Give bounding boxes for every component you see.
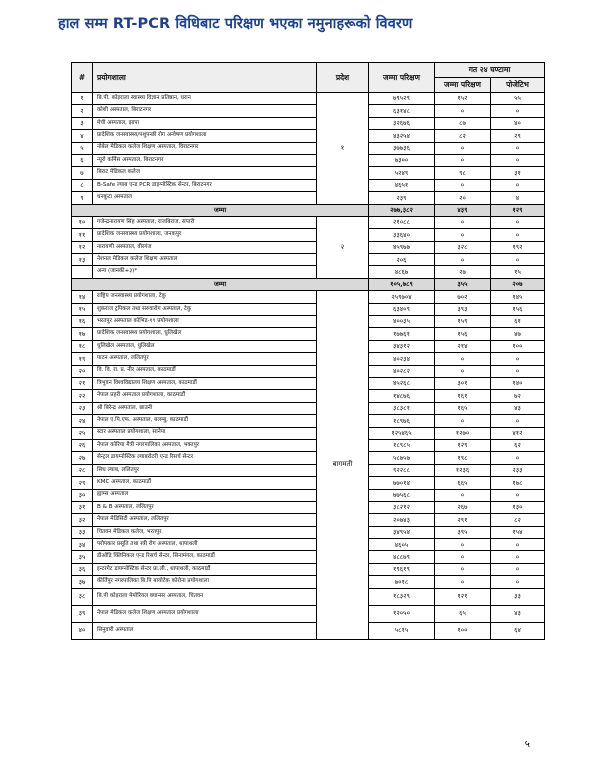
row-lab: नेपाल प्रहरी अस्पताल प्रयोगशाला, काठमाडौं xyxy=(93,390,317,402)
row-last24-positive: ० xyxy=(491,551,545,563)
province-cell: २ xyxy=(317,216,369,278)
row-lab: धनकुटा अस्पताल xyxy=(93,192,317,204)
row-total: ५८१५ xyxy=(369,622,435,639)
table-row xyxy=(72,588,545,605)
row-total: ४६५१ xyxy=(369,179,435,191)
row-total: ४०२३४ xyxy=(369,353,435,365)
row-lab: सिनुवारी अस्पताल xyxy=(93,622,317,639)
row-last24-total: १२१ xyxy=(435,588,491,605)
table-row xyxy=(72,622,545,639)
row-sn xyxy=(72,266,93,278)
table-row xyxy=(72,353,545,365)
row-total: ५८७५७ xyxy=(369,452,435,464)
row-last24-positive: १४५ xyxy=(491,291,545,303)
row-sn: ५ xyxy=(72,142,93,154)
row-total: ७७०१४ xyxy=(369,477,435,489)
row-lab: नेशनल मेडिकल कलेज शिक्षण अस्पताल xyxy=(93,254,317,266)
table-row xyxy=(72,439,545,451)
row-sn: २ xyxy=(72,105,93,117)
subtotal-last24-positive: १२९ xyxy=(491,204,545,216)
row-sn: ३६ xyxy=(72,563,93,575)
row-sn: ८ xyxy=(72,179,93,191)
row-lab: परोपकार प्रसूति तथा स्त्री रोग अस्पताल, थापाथली xyxy=(93,539,317,551)
row-total: १२०५० xyxy=(369,605,435,622)
row-last24-total: ० xyxy=(435,105,491,117)
row-lab: बि.पी. कोइराला स्वास्थ्य विज्ञान प्रतिष्ठान, धरान xyxy=(93,93,317,105)
row-last24-positive: २९ xyxy=(491,130,545,142)
table-row xyxy=(72,316,545,328)
row-last24-positive: ० xyxy=(491,365,545,377)
row-last24-total: ६६५ xyxy=(435,477,491,489)
table-row xyxy=(72,266,545,278)
row-sn: २६ xyxy=(72,439,93,451)
table-row xyxy=(72,526,545,538)
table-row xyxy=(72,464,545,476)
row-sn: ४ xyxy=(72,130,93,142)
subtotal-last24-positive: २०७ xyxy=(491,278,545,290)
subtotal-last24-total: ३५५ xyxy=(435,278,491,290)
row-last24-positive: ० xyxy=(491,179,545,191)
row-last24-positive: १५ xyxy=(491,266,545,278)
subtotal-total: १०५,७८९ xyxy=(369,278,435,290)
row-last24-total: ८७ xyxy=(435,117,491,129)
row-lab: इन्टरगेट डायग्नोस्टिक सेन्टर प्रा.ली., थापाथली, काठमाडौं xyxy=(93,563,317,575)
row-lab: प्रादेशिक जनस्वास्थ्य प्रयोगशाला, धुलिखेल xyxy=(93,328,317,340)
row-total: २०६ xyxy=(369,254,435,266)
table-row xyxy=(72,179,545,191)
row-last24-positive: ० xyxy=(491,415,545,427)
row-lab: KMC अस्पताल, काठमाडौं xyxy=(93,477,317,489)
header-last24: गत २४ घण्टामा xyxy=(435,63,545,78)
row-sn: २९ xyxy=(72,477,93,489)
table-row xyxy=(72,192,545,204)
row-last24-positive: ० xyxy=(491,154,545,166)
row-sn: ७ xyxy=(72,167,93,179)
row-last24-positive: ६१ xyxy=(491,316,545,328)
row-last24-total: ९८ xyxy=(435,167,491,179)
row-total: १२५४६५ xyxy=(369,427,435,439)
row-total: ४८८७९ xyxy=(369,551,435,563)
table-row xyxy=(72,241,545,253)
row-last24-total: २७ xyxy=(435,266,491,278)
row-last24-total: १२३६ xyxy=(435,464,491,476)
row-total: ३४३१२ xyxy=(369,340,435,352)
row-total: ३८३८१ xyxy=(369,402,435,414)
row-total: १८३२९ xyxy=(369,588,435,605)
row-last24-total: २० xyxy=(435,192,491,204)
table-row xyxy=(72,154,545,166)
table-header xyxy=(72,63,545,93)
row-sn: १७ xyxy=(72,328,93,340)
row-sn: १८ xyxy=(72,340,93,352)
table-row xyxy=(72,452,545,464)
row-last24-positive: ० xyxy=(491,563,545,575)
row-last24-positive: १७८ xyxy=(491,477,545,489)
lab-tests-table xyxy=(71,62,545,640)
row-total: ४८६७ xyxy=(369,266,435,278)
row-last24-positive: १४० xyxy=(491,377,545,389)
row-total: २५९७०४ xyxy=(369,291,435,303)
table-row xyxy=(72,377,545,389)
row-last24-total: १५२ xyxy=(435,93,491,105)
row-last24-total: ३२८ xyxy=(435,241,491,253)
page-number: ५ xyxy=(524,739,530,750)
row-last24-total: ० xyxy=(435,353,491,365)
row-lab: बि.पी कोइराला मेमोरियल क्यान्सर अस्पताल, चितवन xyxy=(93,588,317,605)
table-row xyxy=(72,427,545,439)
table-row xyxy=(72,328,545,340)
table-row xyxy=(72,303,545,315)
row-lab: नेपाल ए.पि.एफ. अस्पताल, बलम्बु, काठमाडौं xyxy=(93,415,317,427)
row-last24-positive: ४३ xyxy=(491,605,545,622)
row-last24-total: २९१ xyxy=(435,514,491,526)
row-last24-total: १६१ xyxy=(435,390,491,402)
row-total: ६३४०९ xyxy=(369,303,435,315)
row-sn: १६ xyxy=(72,316,93,328)
row-lab: B-Safe ल्याब एन्ड PCR डाइग्नोस्टिक सेन्टर, बिराटनगर xyxy=(93,179,317,191)
table-row xyxy=(72,130,545,142)
table-row xyxy=(72,501,545,513)
row-last24-positive: ४७ xyxy=(491,328,545,340)
subtotal-label: जम्मा xyxy=(72,204,369,216)
table-row xyxy=(72,551,545,563)
row-last24-total: १२९ xyxy=(435,439,491,451)
row-lab: न्यूरो कर्मिस अस्पताल, बिराटनगर xyxy=(93,154,317,166)
table-row xyxy=(72,514,545,526)
row-lab: नारायणी अस्पताल, वीरगंज xyxy=(93,241,317,253)
row-last24-positive: १९२ xyxy=(491,241,545,253)
row-sn: २८ xyxy=(72,464,93,476)
row-sn: २७ xyxy=(72,452,93,464)
row-total: ३७७३६ xyxy=(369,142,435,154)
table-row xyxy=(72,390,545,402)
row-last24-total: २६७ xyxy=(435,501,491,513)
row-sn: ३१ xyxy=(72,501,93,513)
row-total: ४५९७७ xyxy=(369,241,435,253)
row-sn: १० xyxy=(72,216,93,228)
table-row xyxy=(72,216,545,228)
row-lab: पाटन अस्पताल, ललितपुर xyxy=(93,353,317,365)
row-last24-positive: ० xyxy=(491,576,545,588)
row-sn: ३ xyxy=(72,117,93,129)
row-last24-total: ० xyxy=(435,551,491,563)
subtotal-last24-total: ४३९ xyxy=(435,204,491,216)
row-lab: ह्याम्स अस्पताल xyxy=(93,489,317,501)
row-last24-total: १५९ xyxy=(435,316,491,328)
row-total: ४०२८२ xyxy=(369,365,435,377)
row-lab: सेन्ट्रल डायग्नोस्टिक ल्याबरोटरी एन्ड रिसर्च सेन्टर xyxy=(93,452,317,464)
row-lab: प्रादेशिक जनस्वास्थ्य/पशुपन्छी रोग अन्वेषण प्रयोगशाला xyxy=(93,130,317,142)
row-total: ४६०५ xyxy=(369,539,435,551)
row-lab: अन्य (जानकी+३)* xyxy=(93,266,317,278)
row-lab: गजेन्द्रनारायण सिंह अस्पताल, राजबिराज, सप्तरी xyxy=(93,216,317,228)
table-row xyxy=(72,605,545,622)
row-last24-positive: ४० xyxy=(491,117,545,129)
row-total: १८९७६ xyxy=(369,415,435,427)
row-lab: चितवन मेडिकल कलेज, भरतपुर xyxy=(93,526,317,538)
subtotal-row xyxy=(72,204,545,216)
row-last24-positive: ५५ xyxy=(491,93,545,105)
row-last24-total: १६५ xyxy=(435,402,491,414)
row-total: २१०८८ xyxy=(369,216,435,228)
table-row xyxy=(72,93,545,105)
row-total: ७९५२९ xyxy=(369,93,435,105)
row-sn: २४ xyxy=(72,415,93,427)
row-lab: वि. वि. रा. प्र. नीर अस्पताल, काठमाडौं xyxy=(93,365,317,377)
row-last24-positive: ० xyxy=(491,452,545,464)
table-row xyxy=(72,489,545,501)
row-sn: १४ xyxy=(72,291,93,303)
row-sn: २१ xyxy=(72,377,93,389)
row-lab: B & B अस्पताल, ललितपुर xyxy=(93,501,317,513)
row-total: १४८७६ xyxy=(369,390,435,402)
row-total: २०७४३ xyxy=(369,514,435,526)
province-cell: १ xyxy=(317,93,369,205)
header-total: जम्मा परिक्षण xyxy=(369,63,435,93)
row-total: ४५२६८ xyxy=(369,377,435,389)
subtotal-total: २७७,३८२ xyxy=(369,204,435,216)
row-total: १९६१९ xyxy=(369,563,435,575)
row-last24-total: ३०१ xyxy=(435,377,491,389)
row-last24-total: ० xyxy=(435,229,491,241)
table-row xyxy=(72,402,545,414)
row-last24-positive: ० xyxy=(491,216,545,228)
row-lab: राष्ट्रिय जनस्वास्थ्य प्रयोगशाला, टेकु xyxy=(93,291,317,303)
row-last24-total: ० xyxy=(435,154,491,166)
row-last24-positive: १५४ xyxy=(491,526,545,538)
row-last24-positive: ० xyxy=(491,489,545,501)
row-sn: ३५ xyxy=(72,551,93,563)
row-last24-total: १२७० xyxy=(435,427,491,439)
row-total: ९२२८८ xyxy=(369,464,435,476)
row-last24-total: ० xyxy=(435,216,491,228)
header-last24-positive: पोजेटिभ xyxy=(491,78,545,93)
row-total: ७०१८ xyxy=(369,576,435,588)
row-lab: कोशी अस्पताल, बिराटनगर xyxy=(93,105,317,117)
table-row xyxy=(72,365,545,377)
row-last24-positive: ३३ xyxy=(491,588,545,605)
row-last24-total: १०० xyxy=(435,622,491,639)
row-last24-positive: ६४ xyxy=(491,622,545,639)
row-last24-positive: १३० xyxy=(491,501,545,513)
table-body xyxy=(72,93,545,640)
subtotal-label: जम्मा xyxy=(72,278,369,290)
row-last24-total: ० xyxy=(435,142,491,154)
row-total: १७७६१ xyxy=(369,328,435,340)
table-row xyxy=(72,563,545,575)
row-lab: शुकराज ट्रपिकल तथा सरुवारोग अस्पताल, टेकु xyxy=(93,303,317,315)
row-lab: स्टार अस्पताल प्रयोगशाला, सानेपा xyxy=(93,427,317,439)
row-lab: डीओडि क्लिनिकल एन्ड रिसर्च सेन्टर, सिनामंगल, काठमाडौं xyxy=(93,551,317,563)
row-total: ४३२५४ xyxy=(369,130,435,142)
table-row xyxy=(72,340,545,352)
row-last24-total: ० xyxy=(435,576,491,588)
table-row xyxy=(72,291,545,303)
row-last24-total: ० xyxy=(435,254,491,266)
row-last24-total: ० xyxy=(435,563,491,575)
row-sn: ३३ xyxy=(72,526,93,538)
province-cell: बागमती xyxy=(317,291,369,639)
row-last24-total: ३९५ xyxy=(435,526,491,538)
row-sn: ११ xyxy=(72,229,93,241)
row-sn: ३० xyxy=(72,489,93,501)
row-lab: प्रादेशिक जनस्वास्थ्य प्रयोगशाला, जनकपुर xyxy=(93,229,317,241)
row-sn: २२ xyxy=(72,390,93,402)
row-sn: १३ xyxy=(72,254,93,266)
row-lab: त्रिभुवन विश्वविद्यालय शिक्षण अस्पताल, काठमाडौं xyxy=(93,377,317,389)
page-title: हाल सम्म RT-PCR विधिबाट परिक्षण भएका नमुनाहरूको विवरण xyxy=(58,16,413,32)
row-last24-positive: ७२ xyxy=(491,390,545,402)
row-total: ३२६७६ xyxy=(369,117,435,129)
subtotal-row xyxy=(72,278,545,290)
row-last24-total: ० xyxy=(435,415,491,427)
row-last24-positive: १५६ xyxy=(491,303,545,315)
row-last24-total: १५६ xyxy=(435,328,491,340)
row-last24-positive: १०० xyxy=(491,340,545,352)
row-last24-total: २१४ xyxy=(435,340,491,352)
table-row xyxy=(72,117,545,129)
row-sn: ९ xyxy=(72,192,93,204)
row-total: ७३०० xyxy=(369,154,435,166)
row-last24-total: ० xyxy=(435,365,491,377)
row-total: ४००३५ xyxy=(369,316,435,328)
row-last24-positive: ८२ xyxy=(491,514,545,526)
row-last24-positive: ४ xyxy=(491,192,545,204)
row-sn: ३४ xyxy=(72,539,93,551)
row-last24-total: ६५ xyxy=(435,605,491,622)
row-sn: २० xyxy=(72,365,93,377)
table-row xyxy=(72,539,545,551)
row-lab: सिध ल्याब, ललितपुर xyxy=(93,464,317,476)
row-lab: कीर्तिपुर नगरपालिका बि.पि बायोटेक कोरोना प्रयोगशाला xyxy=(93,576,317,588)
row-last24-total: ८२ xyxy=(435,130,491,142)
row-lab: श्री बिरेन्द्र अस्पताल, छाउनी xyxy=(93,402,317,414)
header-sn: # xyxy=(72,63,93,93)
table-row xyxy=(72,254,545,266)
table-row xyxy=(72,105,545,117)
row-last24-positive: ० xyxy=(491,229,545,241)
table-row xyxy=(72,142,545,154)
row-last24-positive: ० xyxy=(491,539,545,551)
row-total: ३८२१२ xyxy=(369,501,435,513)
row-last24-positive: ० xyxy=(491,142,545,154)
row-lab: नेपाल मेडिकल कलेज शिक्षण अस्पताल प्रयोगशाला xyxy=(93,605,317,622)
row-total: ५२४९ xyxy=(369,167,435,179)
table-row xyxy=(72,167,545,179)
row-last24-total: ० xyxy=(435,539,491,551)
row-sn: १ xyxy=(72,93,93,105)
row-last24-positive: ० xyxy=(491,105,545,117)
table-row xyxy=(72,415,545,427)
table-row xyxy=(72,477,545,489)
row-last24-positive: ० xyxy=(491,254,545,266)
row-sn: ३९ xyxy=(72,605,93,622)
row-last24-positive: ६२ xyxy=(491,439,545,451)
row-total: १८९८५ xyxy=(369,439,435,451)
row-last24-positive: ० xyxy=(491,353,545,365)
row-sn: १२ xyxy=(72,241,93,253)
header-province: प्रदेश xyxy=(317,63,369,93)
row-total: ३४९५४ xyxy=(369,526,435,538)
row-last24-positive: ३१ xyxy=(491,167,545,179)
row-sn: ६ xyxy=(72,154,93,166)
row-total: ३३६४० xyxy=(369,229,435,241)
row-lab: बिराट मेडिकल कलेज xyxy=(93,167,317,179)
row-sn: ४० xyxy=(72,622,93,639)
row-lab: नोबेल मेडिकल कलेज शिक्षण अस्पताल, विराटनगर xyxy=(93,142,317,154)
row-sn: १९ xyxy=(72,353,93,365)
row-total: ७७५६८ xyxy=(369,489,435,501)
row-last24-positive: २३३ xyxy=(491,464,545,476)
table-row xyxy=(72,576,545,588)
row-lab: नेपाल मेडिसिटी अस्पताल, ललितपुर xyxy=(93,514,317,526)
row-lab: मेची अस्पताल, झापा xyxy=(93,117,317,129)
row-last24-positive: ४३ xyxy=(491,402,545,414)
row-sn: १५ xyxy=(72,303,93,315)
row-sn: ३८ xyxy=(72,588,93,605)
row-lab: धुलिखेल अस्पताल, धुलिखेल xyxy=(93,340,317,352)
row-last24-total: ३९३ xyxy=(435,303,491,315)
row-last24-total: १९८ xyxy=(435,452,491,464)
table-row xyxy=(72,229,545,241)
header-lab: प्रयोगशाला xyxy=(93,63,317,93)
row-sn: ३२ xyxy=(72,514,93,526)
header-last24-total: जम्मा परिक्षण xyxy=(435,78,491,93)
row-total: २३९ xyxy=(369,192,435,204)
row-last24-total: ० xyxy=(435,179,491,191)
row-last24-positive: ४१२ xyxy=(491,427,545,439)
row-lab: नेपाल कोरिया मैत्री नगरपालिका अस्पताल, भक्तपुर xyxy=(93,439,317,451)
row-lab: भरतपुर अस्पताल कोभिड-१९ प्रयोगशाला xyxy=(93,316,317,328)
row-sn: ३७ xyxy=(72,576,93,588)
row-total: ६३१४८ xyxy=(369,105,435,117)
row-last24-total: ० xyxy=(435,489,491,501)
row-sn: २३ xyxy=(72,402,93,414)
row-sn: २५ xyxy=(72,427,93,439)
row-last24-total: ७०२ xyxy=(435,291,491,303)
